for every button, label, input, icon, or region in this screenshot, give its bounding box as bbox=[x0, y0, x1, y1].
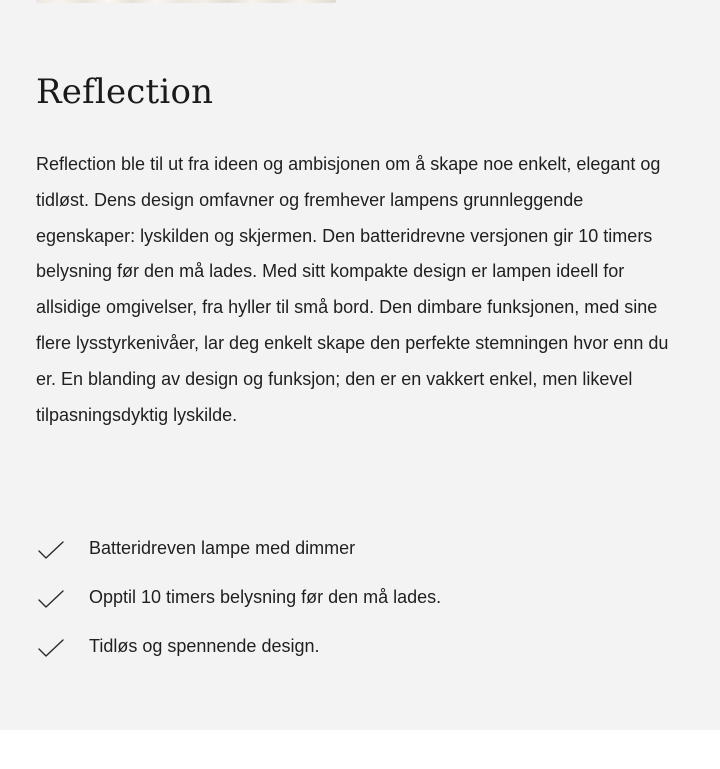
check-icon bbox=[36, 588, 66, 612]
check-icon bbox=[36, 637, 66, 661]
feature-label: Batteridreven lampe med dimmer bbox=[89, 537, 356, 558]
feature-item bbox=[36, 631, 441, 661]
feature-item bbox=[36, 533, 441, 563]
check-icon bbox=[36, 539, 66, 563]
page-footer-band bbox=[0, 730, 720, 769]
product-title: Reflection bbox=[36, 72, 214, 112]
feature-list bbox=[36, 533, 441, 680]
feature-label: Opptil 10 timers belysning før den må lades. bbox=[89, 586, 442, 607]
feature-item bbox=[36, 582, 441, 612]
product-description: Reflection ble til ut fra ideen og ambisjonen om å skape noe enkelt, elegant og tidløst. Dens design omfavner og fremhever lampens grunnleggende egenskaper: lyskilden og skjermen. Den batteridrevne versjonen gir 10 timers belysning før den må lades. Med sitt kompakte design er lampen ideell for allsidige omgivelser, fra hyller til små bord. Den dimbare funksjonen, med sine flere lysstyrkenivåer, lar deg enkelt skape den perfekte stemningen hvor enn du er. En blanding av design og funksjon; den er en vakkert enkel, men likevel tilpasningsdyktig lyskilde. bbox=[36, 154, 669, 425]
feature-label: Tidløs og spennende design. bbox=[89, 635, 320, 656]
product-image-bottom-edge bbox=[36, 0, 336, 3]
